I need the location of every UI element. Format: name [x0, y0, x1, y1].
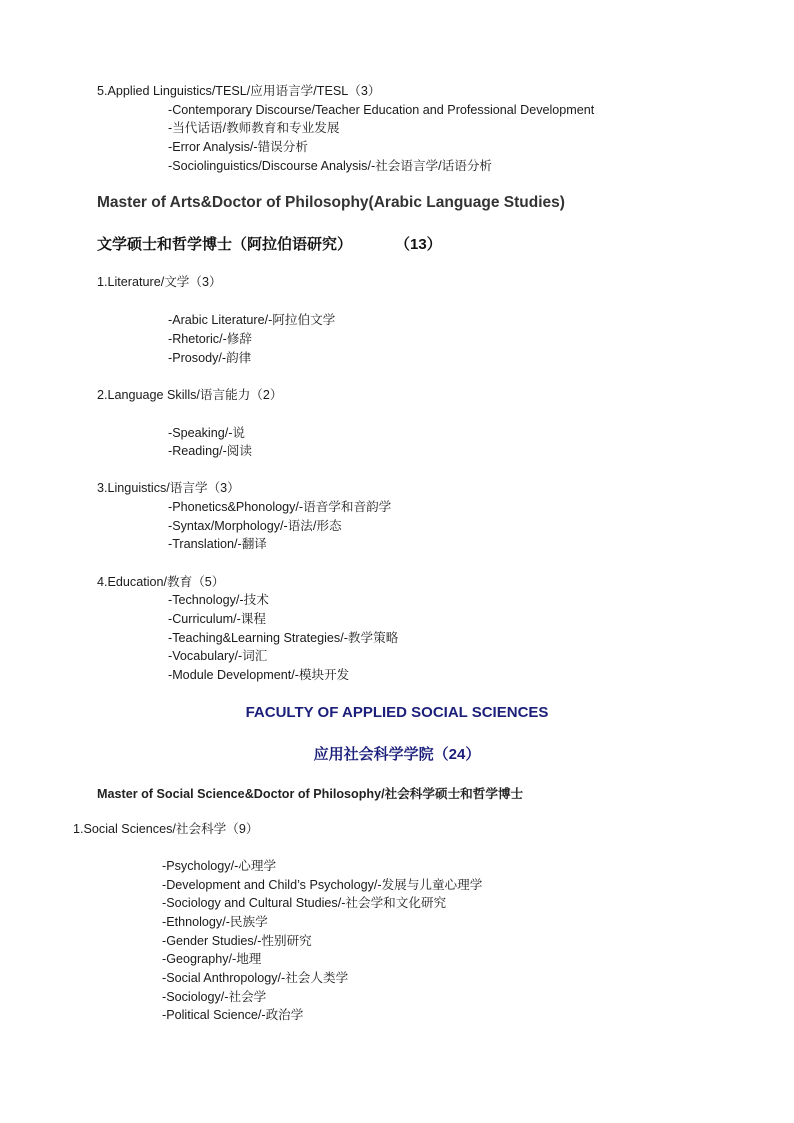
- list-item: -Sociolinguistics/Discourse Analysis/-社会语言学/话语分析: [168, 159, 493, 173]
- section-title-literature: 1.Literature/文学（3）: [97, 275, 222, 289]
- list-item: -Development and Child’s Psychology/-发展与儿童心理学: [162, 878, 483, 892]
- list-item: -Rhetoric/-修辞: [168, 332, 252, 346]
- list-item: -Speaking/-说: [168, 426, 245, 440]
- program-course-count: （13）: [395, 236, 442, 253]
- list-item: -Module Development/-模块开发: [168, 668, 350, 682]
- list-item: -Gender Studies/-性别研究: [162, 934, 312, 948]
- list-item: -Error Analysis/-错误分析: [168, 140, 308, 154]
- list-item: -Ethnology/-民族学: [162, 915, 268, 929]
- list-item: -Psychology/-心理学: [162, 859, 277, 873]
- list-item: -当代话语/教师教育和专业发展: [168, 121, 340, 135]
- program-heading-en: Master of Arts&Doctor of Philosophy(Arabic Language Studies): [97, 194, 565, 211]
- list-item: -Reading/-阅读: [168, 444, 252, 458]
- list-item: -Curriculum/-课程: [168, 612, 266, 626]
- list-item: -Arabic Literature/-阿拉伯文学: [168, 313, 336, 327]
- faculty-title-en: FACULTY OF APPLIED SOCIAL SCIENCES: [245, 704, 549, 721]
- program-heading-social-science: Master of Social Science&Doctor of Philosophy/社会科学硕士和哲学博士: [97, 787, 524, 801]
- list-item: -Sociology and Cultural Studies/-社会学和文化研究: [162, 896, 447, 910]
- list-item: -Phonetics&Phonology/-语音学和音韵学: [168, 500, 392, 514]
- faculty-title-cn: 应用社会科学学院（24）: [313, 746, 481, 763]
- list-item: -Geography/-地理: [162, 952, 262, 966]
- list-item: -Vocabulary/-词汇: [168, 649, 268, 663]
- list-item: -Contemporary Discourse/Teacher Education and Professional Development: [168, 103, 595, 117]
- program-heading-cn: 文学硕士和哲学博士（阿拉伯语研究）: [97, 236, 353, 253]
- section-title-language-skills: 2.Language Skills/语言能力（2）: [97, 388, 283, 402]
- section-title-applied-linguistics: 5.Applied Linguistics/TESL/应用语言学/TESL（3）: [97, 84, 381, 98]
- list-item: -Political Science/-政治学: [162, 1008, 304, 1022]
- list-item: -Prosody/-韵律: [168, 351, 252, 365]
- list-item: -Translation/-翻译: [168, 537, 267, 551]
- list-item: -Social Anthropology/-社会人类学: [162, 971, 349, 985]
- list-item: -Technology/-技术: [168, 593, 269, 607]
- section-title-linguistics: 3.Linguistics/语言学（3）: [97, 481, 240, 495]
- list-item: -Teaching&Learning Strategies/-教学策略: [168, 631, 399, 645]
- section-title-social-sciences: 1.Social Sciences/社会科学（9）: [73, 822, 259, 836]
- list-item: -Sociology/-社会学: [162, 990, 267, 1004]
- list-item: -Syntax/Morphology/-语法/形态: [168, 519, 342, 533]
- section-title-education: 4.Education/教育（5）: [97, 575, 225, 589]
